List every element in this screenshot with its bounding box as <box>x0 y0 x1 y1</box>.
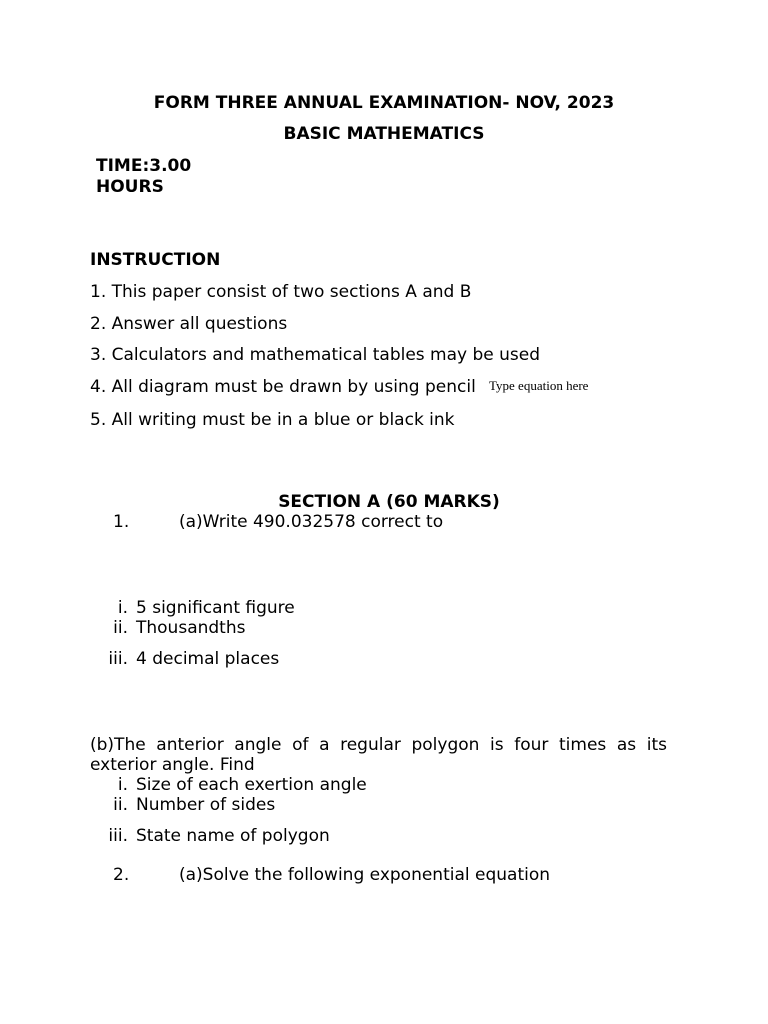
instruction-item: 1. This paper consist of two sections A and B <box>90 282 472 302</box>
list-item <box>92 795 275 815</box>
exam-title: FORM THREE ANNUAL EXAMINATION- NOV, 2023 <box>153 93 615 113</box>
instruction-item: 3. Calculators and mathematical tables may be used <box>90 345 541 365</box>
list-item <box>92 775 367 795</box>
list-item <box>92 826 330 846</box>
roman-numeral: iii. <box>108 826 128 846</box>
time-label-line2: HOURS <box>96 177 164 197</box>
question-number: 2. <box>113 865 130 885</box>
roman-numeral: iii. <box>108 649 128 669</box>
instruction-item: 5. All writing must be in a blue or black ink <box>90 410 455 430</box>
list-item-text: State name of polygon <box>136 826 330 846</box>
roman-numeral: ii. <box>113 795 128 815</box>
question-1a-text: (a)Write 490.032578 correct to <box>179 512 444 532</box>
roman-numeral: i. <box>117 598 128 618</box>
list-item <box>92 649 279 669</box>
list-item-text: Thousandths <box>136 618 246 638</box>
instruction-item: 4. All diagram must be drawn by using pencil <box>90 377 476 397</box>
time-label-line1: TIME:3.00 <box>96 156 192 176</box>
list-item-text: 4 decimal places <box>136 649 280 669</box>
list-item-text: Number of sides <box>136 795 276 815</box>
instruction-heading: INSTRUCTION <box>90 250 221 270</box>
subject-title: BASIC MATHEMATICS <box>283 124 485 144</box>
list-item <box>92 618 245 638</box>
question-1b-text: (b)The anterior angle of a regular polygon is four times as its exterior angle. Find <box>90 735 667 775</box>
section-a-heading: SECTION A (60 MARKS) <box>278 492 500 512</box>
equation-placeholder[interactable]: Type equation here <box>489 378 589 393</box>
roman-numeral: i. <box>117 775 128 795</box>
list-item-text: Size of each exertion angle <box>136 775 367 795</box>
list-item <box>92 598 295 618</box>
roman-numeral: ii. <box>113 618 128 638</box>
list-item-text: 5 significant figure <box>136 598 295 618</box>
question-number: 1. <box>113 512 130 532</box>
instruction-item: 2. Answer all questions <box>90 314 288 334</box>
question-2a-text: (a)Solve the following exponential equation <box>179 865 551 885</box>
